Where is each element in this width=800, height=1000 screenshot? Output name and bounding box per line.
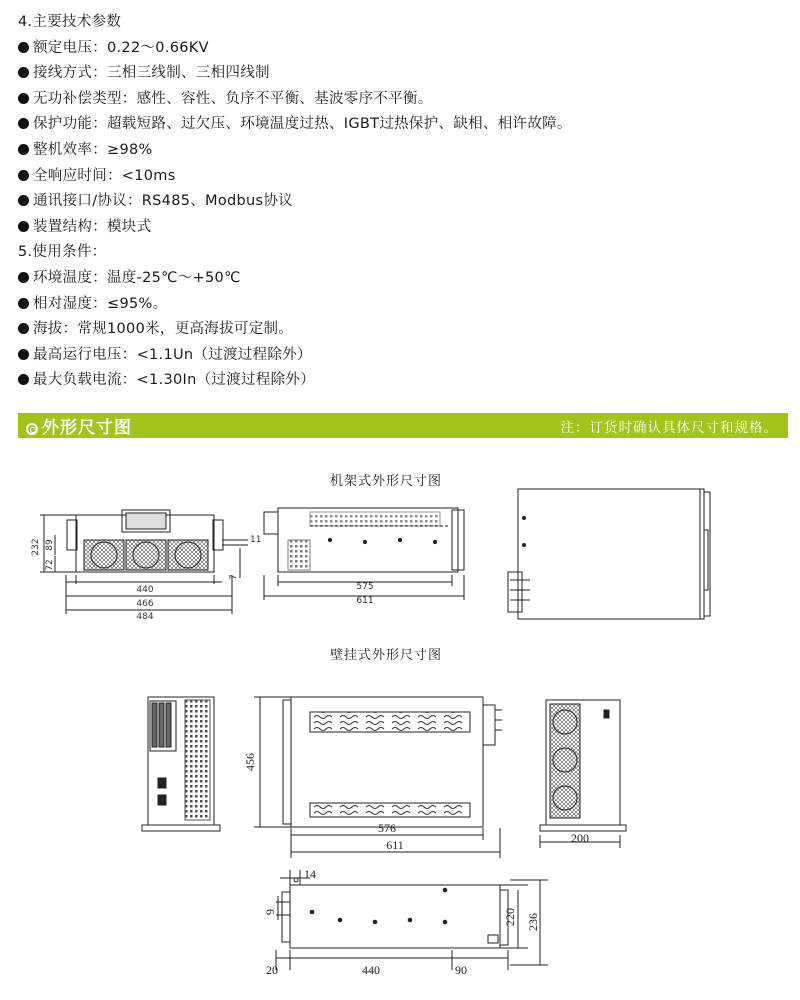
- dim-label: 232: [31, 538, 41, 556]
- dim-label: 89: [45, 539, 55, 551]
- dim-label: 611: [386, 838, 404, 852]
- spec-item: 最大负载电流：<1.30In（过渡过程除外）: [18, 368, 788, 394]
- wall-bottom-dims: [263, 867, 540, 977]
- spec-item: 全响应时间：<10ms: [18, 164, 788, 190]
- dim-label: 576: [378, 821, 396, 835]
- wall-rear-dims: [571, 831, 589, 845]
- section-heading-5: 5.使用条件：: [18, 244, 107, 261]
- section-heading-4: 4.主要技术参数: [18, 14, 122, 30]
- dim-label: 7: [229, 574, 239, 580]
- spec-item: 无功补偿类型：感性、容性、负序不平衡、基波零序不平衡。: [18, 87, 788, 113]
- dim-label: 220: [503, 908, 517, 926]
- dim-label: 72: [45, 559, 55, 571]
- dim-label: 200: [571, 831, 589, 845]
- dim-label: 11: [250, 535, 262, 545]
- spec-item: 整机效率：≥98%: [18, 138, 788, 164]
- dim-label: 20: [266, 963, 278, 977]
- spec-item: 相对湿度：≤95%。: [18, 292, 788, 318]
- spec-item: 额定电压：0.22～0.66KV: [18, 36, 788, 62]
- wall-front-view: [142, 697, 220, 831]
- dim-label: 440: [136, 585, 154, 595]
- dim-label: 9: [263, 909, 277, 915]
- wall-rear-view: [540, 700, 626, 848]
- dim-label: 484: [136, 612, 154, 622]
- dim-label: 90: [455, 963, 467, 977]
- spec-item: 接线方式：三相三线制、三相四线制: [18, 61, 788, 87]
- spec-item: 最高运行电压：<1.1Un（过渡过程除外）: [18, 343, 788, 369]
- spec-item: 保护功能：超载短路、过欠压、环境温度过热、IGBT过热保护、缺相、相许故障。: [18, 112, 788, 138]
- dim-label: 575: [356, 582, 374, 592]
- dim-label: 611: [356, 596, 374, 606]
- wall-caption: 壁挂式外形尺寸图: [330, 648, 443, 663]
- dim-label: 456: [243, 753, 257, 771]
- banner-title: 外形尺寸图: [26, 413, 132, 438]
- rack-side-dims: [356, 582, 373, 606]
- dim-label: 14: [304, 867, 316, 881]
- spec-item: 环境温度：温度-25℃～+50℃: [18, 266, 788, 292]
- spec-item: 装置结构：模块式: [18, 215, 788, 241]
- dim-label: 236: [526, 913, 540, 931]
- dim-label: 466: [136, 599, 154, 609]
- spec-item: 通讯接口/协议：RS485、Modbus协议: [18, 189, 788, 215]
- banner-note: 注：订货时确认具体尺寸和规格。: [560, 419, 778, 436]
- dim-label: 440: [362, 963, 380, 977]
- rack-top-view: [508, 489, 710, 619]
- rack-caption: 机架式外形尺寸图: [330, 474, 443, 489]
- spec-item: 海拔：常规1000米，更高海拔可定制。: [18, 317, 788, 343]
